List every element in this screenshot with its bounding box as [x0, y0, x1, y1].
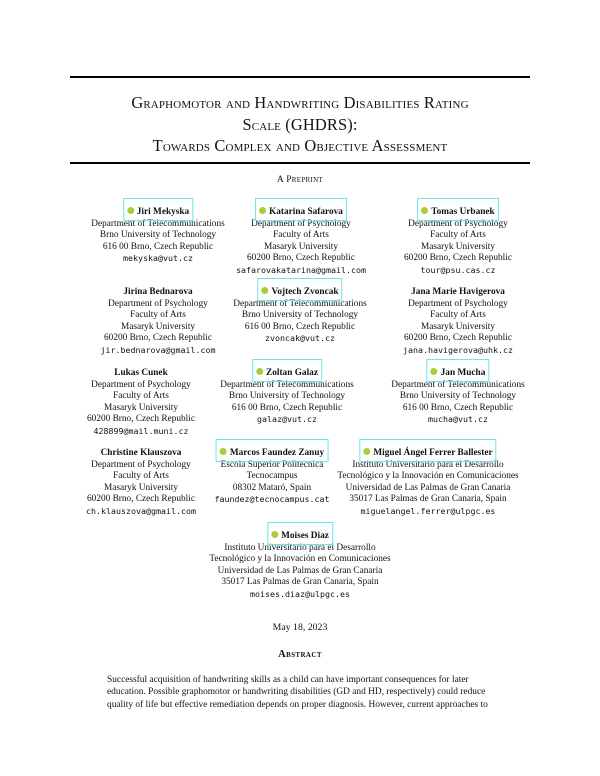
- author-name-text: Miguel Ángel Ferrer Ballester: [373, 448, 493, 458]
- title-line-1: Graphomotor and Handwriting Disabilities Rating: [131, 93, 469, 112]
- author-name: [261, 287, 338, 299]
- affiliation-line: Department of Psychology: [91, 459, 191, 470]
- author-name-text: Lukas Cunek: [114, 368, 168, 378]
- affiliation-line: Faculty of Arts: [430, 310, 486, 321]
- author-name-text: Vojtech Zvoncak: [271, 287, 339, 297]
- affiliation-line: Instituto Universitario para el Desarrollo: [352, 459, 504, 470]
- affiliation-line: Department of Psychology: [108, 298, 208, 309]
- author-email[interactable]: moises.diaz@ulpgc.es: [250, 588, 350, 599]
- author-block: [101, 287, 216, 357]
- author-block: [220, 368, 353, 426]
- affiliation-line: Universidad de Las Palmas de Gran Canaria: [345, 482, 511, 493]
- author-block: [404, 207, 512, 277]
- affiliation-line: Masaryk University: [420, 241, 496, 252]
- affiliation-line: Brno University of Technology: [241, 310, 359, 321]
- author-email[interactable]: mucha@vut.cz: [428, 414, 488, 425]
- author-name-text: Tomas Urbanek: [431, 207, 495, 217]
- affiliation-line: Department of Psychology: [408, 298, 508, 309]
- affiliation-line: Tecnológico y la Innovación en Comunicaciones: [209, 554, 391, 565]
- affiliation-line: Department of Telecommunications: [391, 379, 525, 390]
- affiliation-line: Brno University of Technology: [399, 391, 517, 402]
- author-name: [363, 448, 492, 460]
- abstract-heading: Abstract: [278, 649, 322, 660]
- affiliation-line: Department of Psychology: [251, 218, 351, 229]
- author-name: [431, 368, 486, 380]
- affiliation-line: 616 00 Brno, Czech Republic: [244, 321, 356, 332]
- author-block: [236, 207, 366, 277]
- abstract-body: [107, 674, 495, 711]
- abstract-line: education. Possible graphomotor or handwriting disabilities (GD and HD, respectively) could reduce: [107, 687, 486, 698]
- affiliation-line: Masaryk University: [263, 241, 339, 252]
- author-name-text: Jana Marie Havigerova: [411, 287, 505, 297]
- publication-date: May 18, 2023: [272, 622, 328, 633]
- author-name: [101, 448, 182, 460]
- author-email[interactable]: ch.klauszova@gmail.com: [86, 505, 196, 516]
- affiliation-line: Masaryk University: [103, 402, 179, 413]
- orcid-icon[interactable]: [261, 287, 268, 294]
- preprint-label: A Preprint: [276, 175, 324, 185]
- author-name: [123, 287, 192, 299]
- affiliation-line: Instituto Universitario para el Desarrollo: [224, 542, 376, 553]
- affiliation-line: 616 00 Brno, Czech Republic: [231, 402, 343, 413]
- affiliation-line: Tecnocampus: [246, 471, 298, 482]
- author-block: [86, 448, 196, 518]
- author-name-text: Marcos Faundez Zanuy: [229, 448, 325, 458]
- affiliation-line: Brno University of Technology: [228, 391, 346, 402]
- paper-title: [70, 92, 530, 157]
- author-name-text: Zoltan Galaz: [266, 368, 318, 378]
- author-email[interactable]: faundez@tecnocampus.cat: [214, 494, 330, 505]
- author-email[interactable]: mekyska@vut.cz: [123, 253, 193, 264]
- affiliation-line: Department of Telecommunications: [91, 218, 225, 229]
- affiliation-line: Faculty of Arts: [113, 471, 169, 482]
- affiliation-line: Faculty of Arts: [430, 230, 486, 241]
- author-email[interactable]: safarovakatarina@gmail.com: [236, 264, 366, 275]
- author-name-text: Moises Diaz: [281, 531, 329, 541]
- author-name: [256, 368, 318, 380]
- author-email[interactable]: galaz@vut.cz: [257, 414, 317, 425]
- affiliation-line: 616 00 Brno, Czech Republic: [402, 402, 514, 413]
- author-email[interactable]: jana.havigerova@uhk.cz: [403, 344, 513, 355]
- affiliation-line: 60200 Brno, Czech Republic: [87, 414, 195, 425]
- affiliation-line: Faculty of Arts: [130, 310, 186, 321]
- author-email[interactable]: tour@psu.cas.cz: [420, 264, 496, 275]
- affiliation-line: 616 00 Brno, Czech Republic: [102, 241, 214, 252]
- affiliation-line: Escola Superior Politecnica: [220, 459, 324, 470]
- affiliation-line: 08302 Mataró, Spain: [232, 482, 312, 493]
- author-name: [421, 207, 494, 219]
- author-name-text: Jan Mucha: [440, 368, 486, 378]
- author-block: [91, 207, 224, 265]
- affiliation-line: Universidad de Las Palmas de Gran Canaria: [217, 565, 383, 576]
- author-name: [114, 368, 167, 380]
- author-name-text: Christine Klauszova: [100, 448, 182, 458]
- affiliation-line: Department of Telecommunications: [220, 379, 354, 390]
- affiliation-line: 60200 Brno, Czech Republic: [404, 253, 512, 264]
- affiliation-line: 60200 Brno, Czech Republic: [87, 494, 195, 505]
- author-block: [403, 287, 513, 357]
- author-name-text: Jirina Bednarova: [123, 287, 193, 297]
- author-name: [411, 287, 505, 299]
- orcid-icon[interactable]: [421, 207, 428, 214]
- author-name: [127, 207, 189, 219]
- title-line-3: Towards Complex and Objective Assessment: [152, 136, 448, 155]
- author-block: [233, 287, 366, 345]
- affiliation-line: 60200 Brno, Czech Republic: [247, 253, 355, 264]
- affiliation-line: Department of Psychology: [408, 218, 508, 229]
- orcid-icon[interactable]: [363, 448, 370, 455]
- abstract-line: Successful acquisition of handwriting skills as a child can have important consequences for later: [107, 675, 469, 685]
- affiliation-line: Department of Telecommunications: [233, 298, 367, 309]
- author-email[interactable]: 428899@mail.muni.cz: [93, 425, 189, 436]
- title-top-rule: [70, 76, 530, 78]
- affiliation-line: Department of Psychology: [91, 379, 191, 390]
- orcid-icon[interactable]: [259, 207, 266, 214]
- orcid-icon[interactable]: [256, 368, 263, 375]
- affiliation-line: Masaryk University: [103, 482, 179, 493]
- affiliation-line: Masaryk University: [120, 321, 196, 332]
- affiliation-line: 60200 Brno, Czech Republic: [404, 333, 512, 344]
- author-email[interactable]: zvoncak@vut.cz: [265, 333, 335, 344]
- affiliation-line: 60200 Brno, Czech Republic: [104, 333, 212, 344]
- affiliation-line: Tecnológico y la Innovación en Comunicaciones: [337, 471, 519, 482]
- orcid-icon[interactable]: [127, 207, 134, 214]
- affiliation-line: Faculty of Arts: [113, 391, 169, 402]
- affiliation-line: Masaryk University: [420, 321, 496, 332]
- affiliation-line: Brno University of Technology: [99, 230, 217, 241]
- title-bottom-rule: [70, 162, 530, 164]
- affiliation-line: Faculty of Arts: [273, 230, 329, 241]
- author-email[interactable]: miguelangel.ferrer@ulpgc.es: [360, 505, 496, 516]
- author-name: [220, 448, 324, 460]
- author-block: [215, 448, 330, 506]
- author-block: [209, 531, 390, 601]
- author-block: [391, 368, 524, 426]
- author-email[interactable]: jir.bednarova@gmail.com: [100, 344, 216, 355]
- abstract-line: quality of life but effective remediation depends on proper diagnosis. However, current approaches to: [107, 699, 488, 710]
- affiliation-line: 35017 Las Palmas de Gran Canaria, Spain: [221, 577, 379, 588]
- author-name-text: Katarina Safarova: [269, 207, 343, 217]
- author-name: [271, 531, 329, 543]
- title-line-2: Scale (GHDRS):: [242, 114, 358, 134]
- author-name: [259, 207, 343, 219]
- orcid-icon[interactable]: [220, 448, 227, 455]
- affiliation-line: 35017 Las Palmas de Gran Canaria, Spain: [349, 494, 507, 505]
- author-name-text: Jiri Mekyska: [136, 207, 190, 217]
- author-block: [87, 368, 195, 438]
- orcid-icon[interactable]: [271, 531, 278, 538]
- orcid-icon[interactable]: [431, 368, 438, 375]
- author-block: [337, 448, 518, 518]
